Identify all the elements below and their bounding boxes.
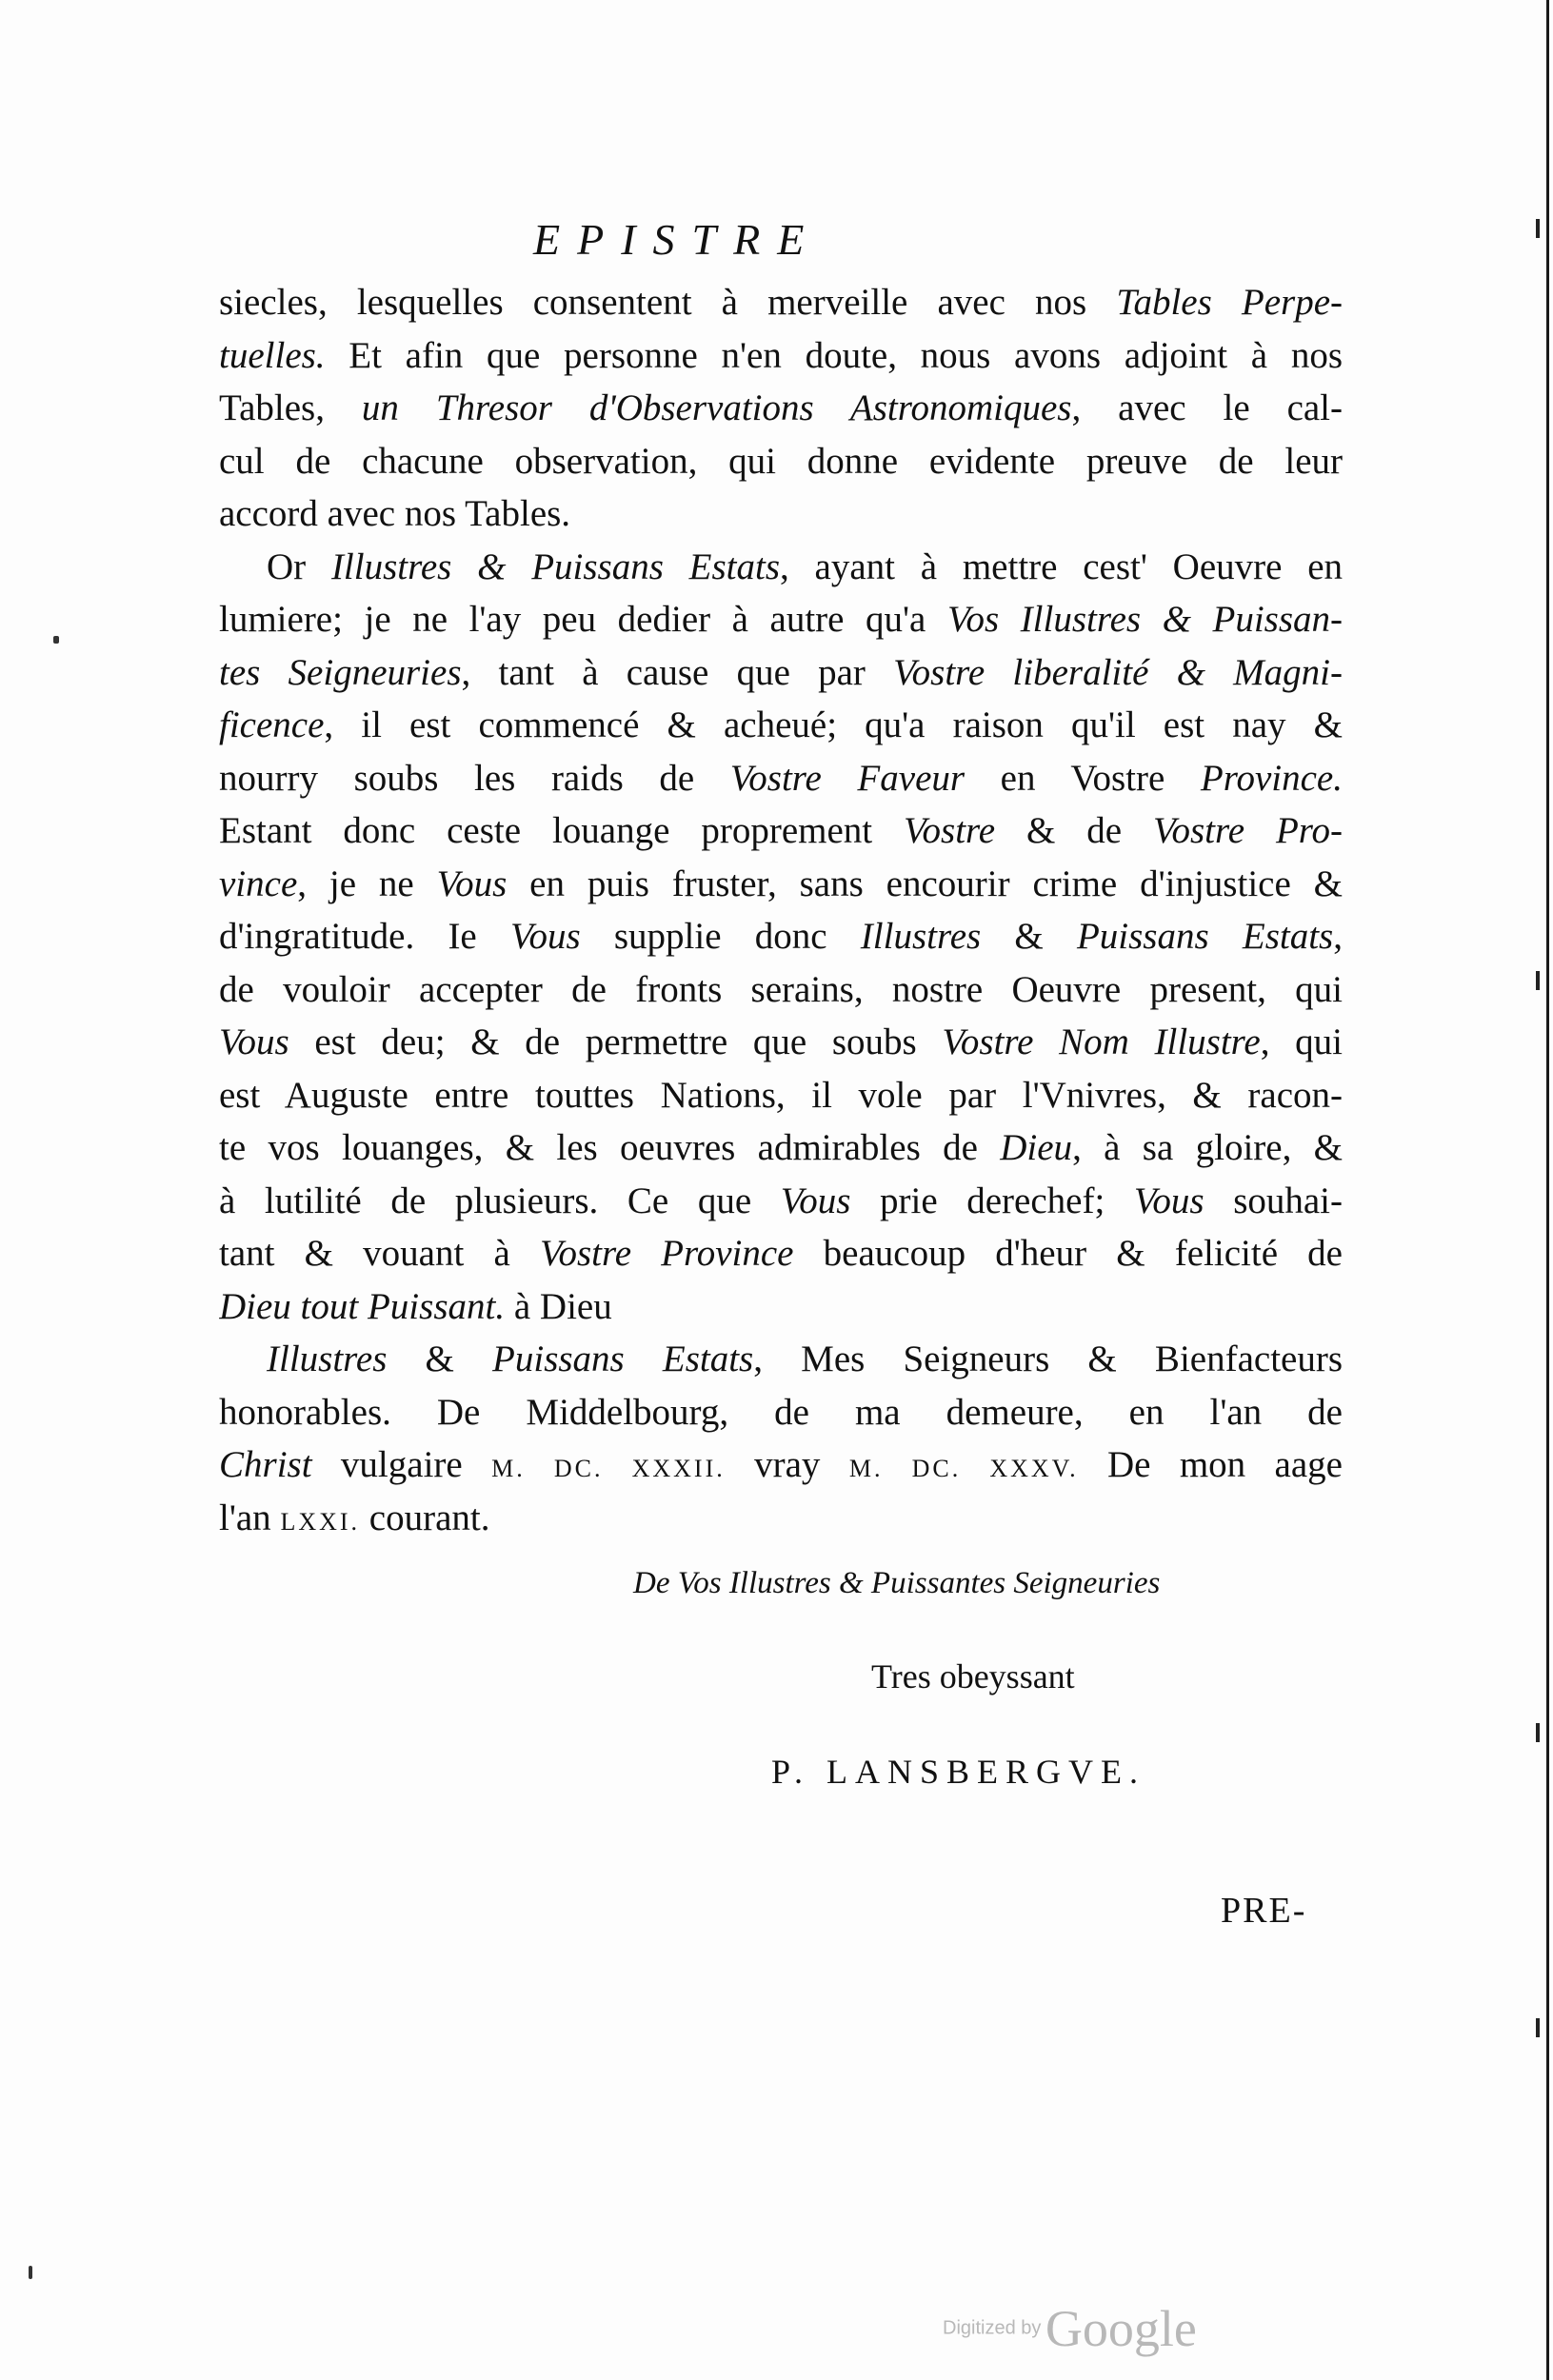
italic-segment: Puissans Estats <box>492 1339 754 1379</box>
text-segment: & <box>981 916 1077 957</box>
text-segment: , ayant à mettre cest' Oeuvre en <box>780 545 1343 587</box>
ink-speck <box>53 636 59 644</box>
text-line <box>219 804 1343 858</box>
text-line <box>219 1438 1343 1492</box>
text-segment: , il est commencé & acheué; qu'a raison qu'il est nay & <box>324 704 1343 745</box>
italic-segment: Vous <box>436 863 508 904</box>
italic-segment: Vostre Pro- <box>1152 810 1343 851</box>
italic-segment: Province. <box>1200 757 1343 799</box>
text-segment: , à sa gloire, & <box>1072 1127 1343 1168</box>
text-segment: lumiere; je ne l'ay peu dedier à autre qu'a <box>219 599 947 640</box>
text-segment: M. DC. XXXII. <box>491 1455 726 1482</box>
italic-segment: tuelles. <box>219 334 326 376</box>
text-line <box>219 646 1343 700</box>
text-line <box>219 382 1343 435</box>
text-segment: courant. <box>360 1497 490 1538</box>
epistle-body-text <box>219 276 1343 1544</box>
text-segment: , qui <box>1260 1021 1343 1062</box>
text-line <box>219 963 1343 1017</box>
text-segment: vulgaire <box>311 1444 492 1485</box>
italic-segment: Vostre <box>904 810 996 851</box>
text-line <box>219 910 1343 963</box>
watermark-google-logo: Google <box>1045 2300 1197 2357</box>
italic-segment: Puissans Estats <box>1076 916 1334 957</box>
text-segment: , je ne <box>297 863 437 904</box>
text-line <box>219 541 1343 594</box>
text-segment: , Mes Seigneurs & Bienfacteurs <box>753 1339 1343 1379</box>
ink-speck <box>29 2266 32 2279</box>
watermark-small-text: Digitized by <box>943 2317 1042 2339</box>
text-segment: en Vostre <box>965 757 1201 799</box>
text-segment: Or <box>267 545 331 587</box>
text-segment: LXXI. <box>280 1507 361 1536</box>
text-segment: , tant à cause que par <box>461 651 894 693</box>
italic-segment: ficence <box>219 704 325 745</box>
italic-segment: Vostre Province <box>539 1233 794 1274</box>
text-segment: tant & vouant à <box>219 1233 540 1274</box>
text-segment: Et afin que personne n'en doute, nous avons adjoint à nos <box>325 334 1343 376</box>
text-line <box>219 435 1343 488</box>
text-segment: De mon aage <box>1078 1444 1343 1485</box>
italic-segment: vince <box>219 863 298 904</box>
italic-segment: Illustres & Puissans Estats <box>330 545 781 587</box>
text-segment: à lutilité de plusieurs. Ce que <box>219 1180 781 1221</box>
text-segment: prie derechef; <box>850 1180 1134 1221</box>
author-signature: P. LANSBERGVE. <box>771 1753 1146 1791</box>
text-line <box>219 1492 1343 1545</box>
italic-segment: Vous <box>1133 1180 1205 1221</box>
text-line <box>219 699 1343 752</box>
text-segment: M. DC. XXXV. <box>848 1455 1079 1482</box>
text-line <box>219 858 1343 911</box>
italic-segment: un Thresor d'Observations Astronomiques <box>361 387 1072 428</box>
text-segment: siecles, lesquelles consentent à merveille avec nos <box>219 282 1117 323</box>
text-line <box>219 276 1343 329</box>
text-segment: de vouloir accepter de fronts serains, nostre Oeuvre present, qui <box>219 968 1343 1010</box>
closing-obeissant: Tres obeyssant <box>871 1657 1075 1696</box>
text-segment: & <box>387 1339 493 1379</box>
running-header: EPISTRE <box>533 215 822 264</box>
italic-segment: Vos Illustres & Puissan- <box>946 599 1343 640</box>
text-segment: l'an <box>219 1497 281 1538</box>
text-line <box>219 1227 1343 1280</box>
text-line <box>219 1121 1343 1175</box>
text-segment: nourry soubs les raids de <box>219 757 730 799</box>
text-segment: te vos louanges, & les oeuvres admirables de <box>219 1127 1001 1168</box>
page-edge-rule <box>1546 0 1549 2380</box>
italic-segment: Vostre Faveur <box>729 757 966 799</box>
text-segment: à Dieu <box>505 1285 612 1327</box>
italic-segment: Illustres <box>860 916 982 957</box>
text-segment: Estant donc ceste louange proprement <box>219 810 905 851</box>
italic-segment: Illustres <box>267 1339 388 1379</box>
italic-segment: Vous <box>509 916 581 957</box>
text-segment: accord avec nos Tables. <box>219 493 571 534</box>
text-line <box>219 593 1343 646</box>
text-segment: supplie donc <box>580 916 861 957</box>
text-line <box>219 1333 1343 1386</box>
italic-segment: Vous <box>780 1180 851 1221</box>
closing-salutation: De Vos Illustres & Puissantes Seigneuries <box>633 1566 1161 1600</box>
italic-segment: Dieu <box>1000 1127 1073 1168</box>
text-segment: vray <box>725 1444 849 1485</box>
text-segment: d'ingratitude. Ie <box>219 916 510 957</box>
italic-segment: Vostre liberalité & Magni- <box>893 651 1343 693</box>
text-line <box>219 1069 1343 1122</box>
text-line <box>219 1016 1343 1069</box>
text-segment: est deu; & de permettre que soubs <box>289 1021 943 1062</box>
digitized-by-watermark <box>943 2299 1197 2358</box>
text-line <box>219 1175 1343 1228</box>
text-segment: & de <box>995 810 1153 851</box>
text-line <box>219 1280 1343 1334</box>
text-segment: , avec le cal- <box>1071 387 1343 428</box>
italic-segment: Dieu tout Puissant. <box>219 1285 506 1327</box>
text-segment: Tables, <box>219 387 362 428</box>
text-segment: est Auguste entre touttes Nations, il vole par l'Vnivres, & racon- <box>219 1074 1343 1116</box>
text-segment: souhai- <box>1204 1180 1343 1221</box>
italic-segment: tes Seigneuries <box>219 651 462 693</box>
text-line <box>219 329 1343 383</box>
italic-segment: Vous <box>219 1021 289 1062</box>
text-line <box>219 752 1343 805</box>
text-segment: , <box>1333 916 1343 957</box>
catchword: PRE- <box>1221 1891 1307 1931</box>
text-segment: en puis fruster, sans encourir crime d'injustice & <box>507 863 1343 904</box>
text-segment: honorables. De Middelbourg, de ma demeure, en l'an de <box>219 1391 1343 1433</box>
italic-segment: Christ <box>219 1444 312 1485</box>
text-segment: cul de chacune observation, qui donne evidente preuve de leur <box>219 440 1343 482</box>
italic-segment: Tables Perpe- <box>1116 282 1343 323</box>
text-line <box>219 487 1343 541</box>
text-line <box>219 1386 1343 1439</box>
text-segment: beaucoup d'heur & felicité de <box>793 1233 1343 1274</box>
italic-segment: Vostre Nom Illustre <box>942 1021 1261 1062</box>
